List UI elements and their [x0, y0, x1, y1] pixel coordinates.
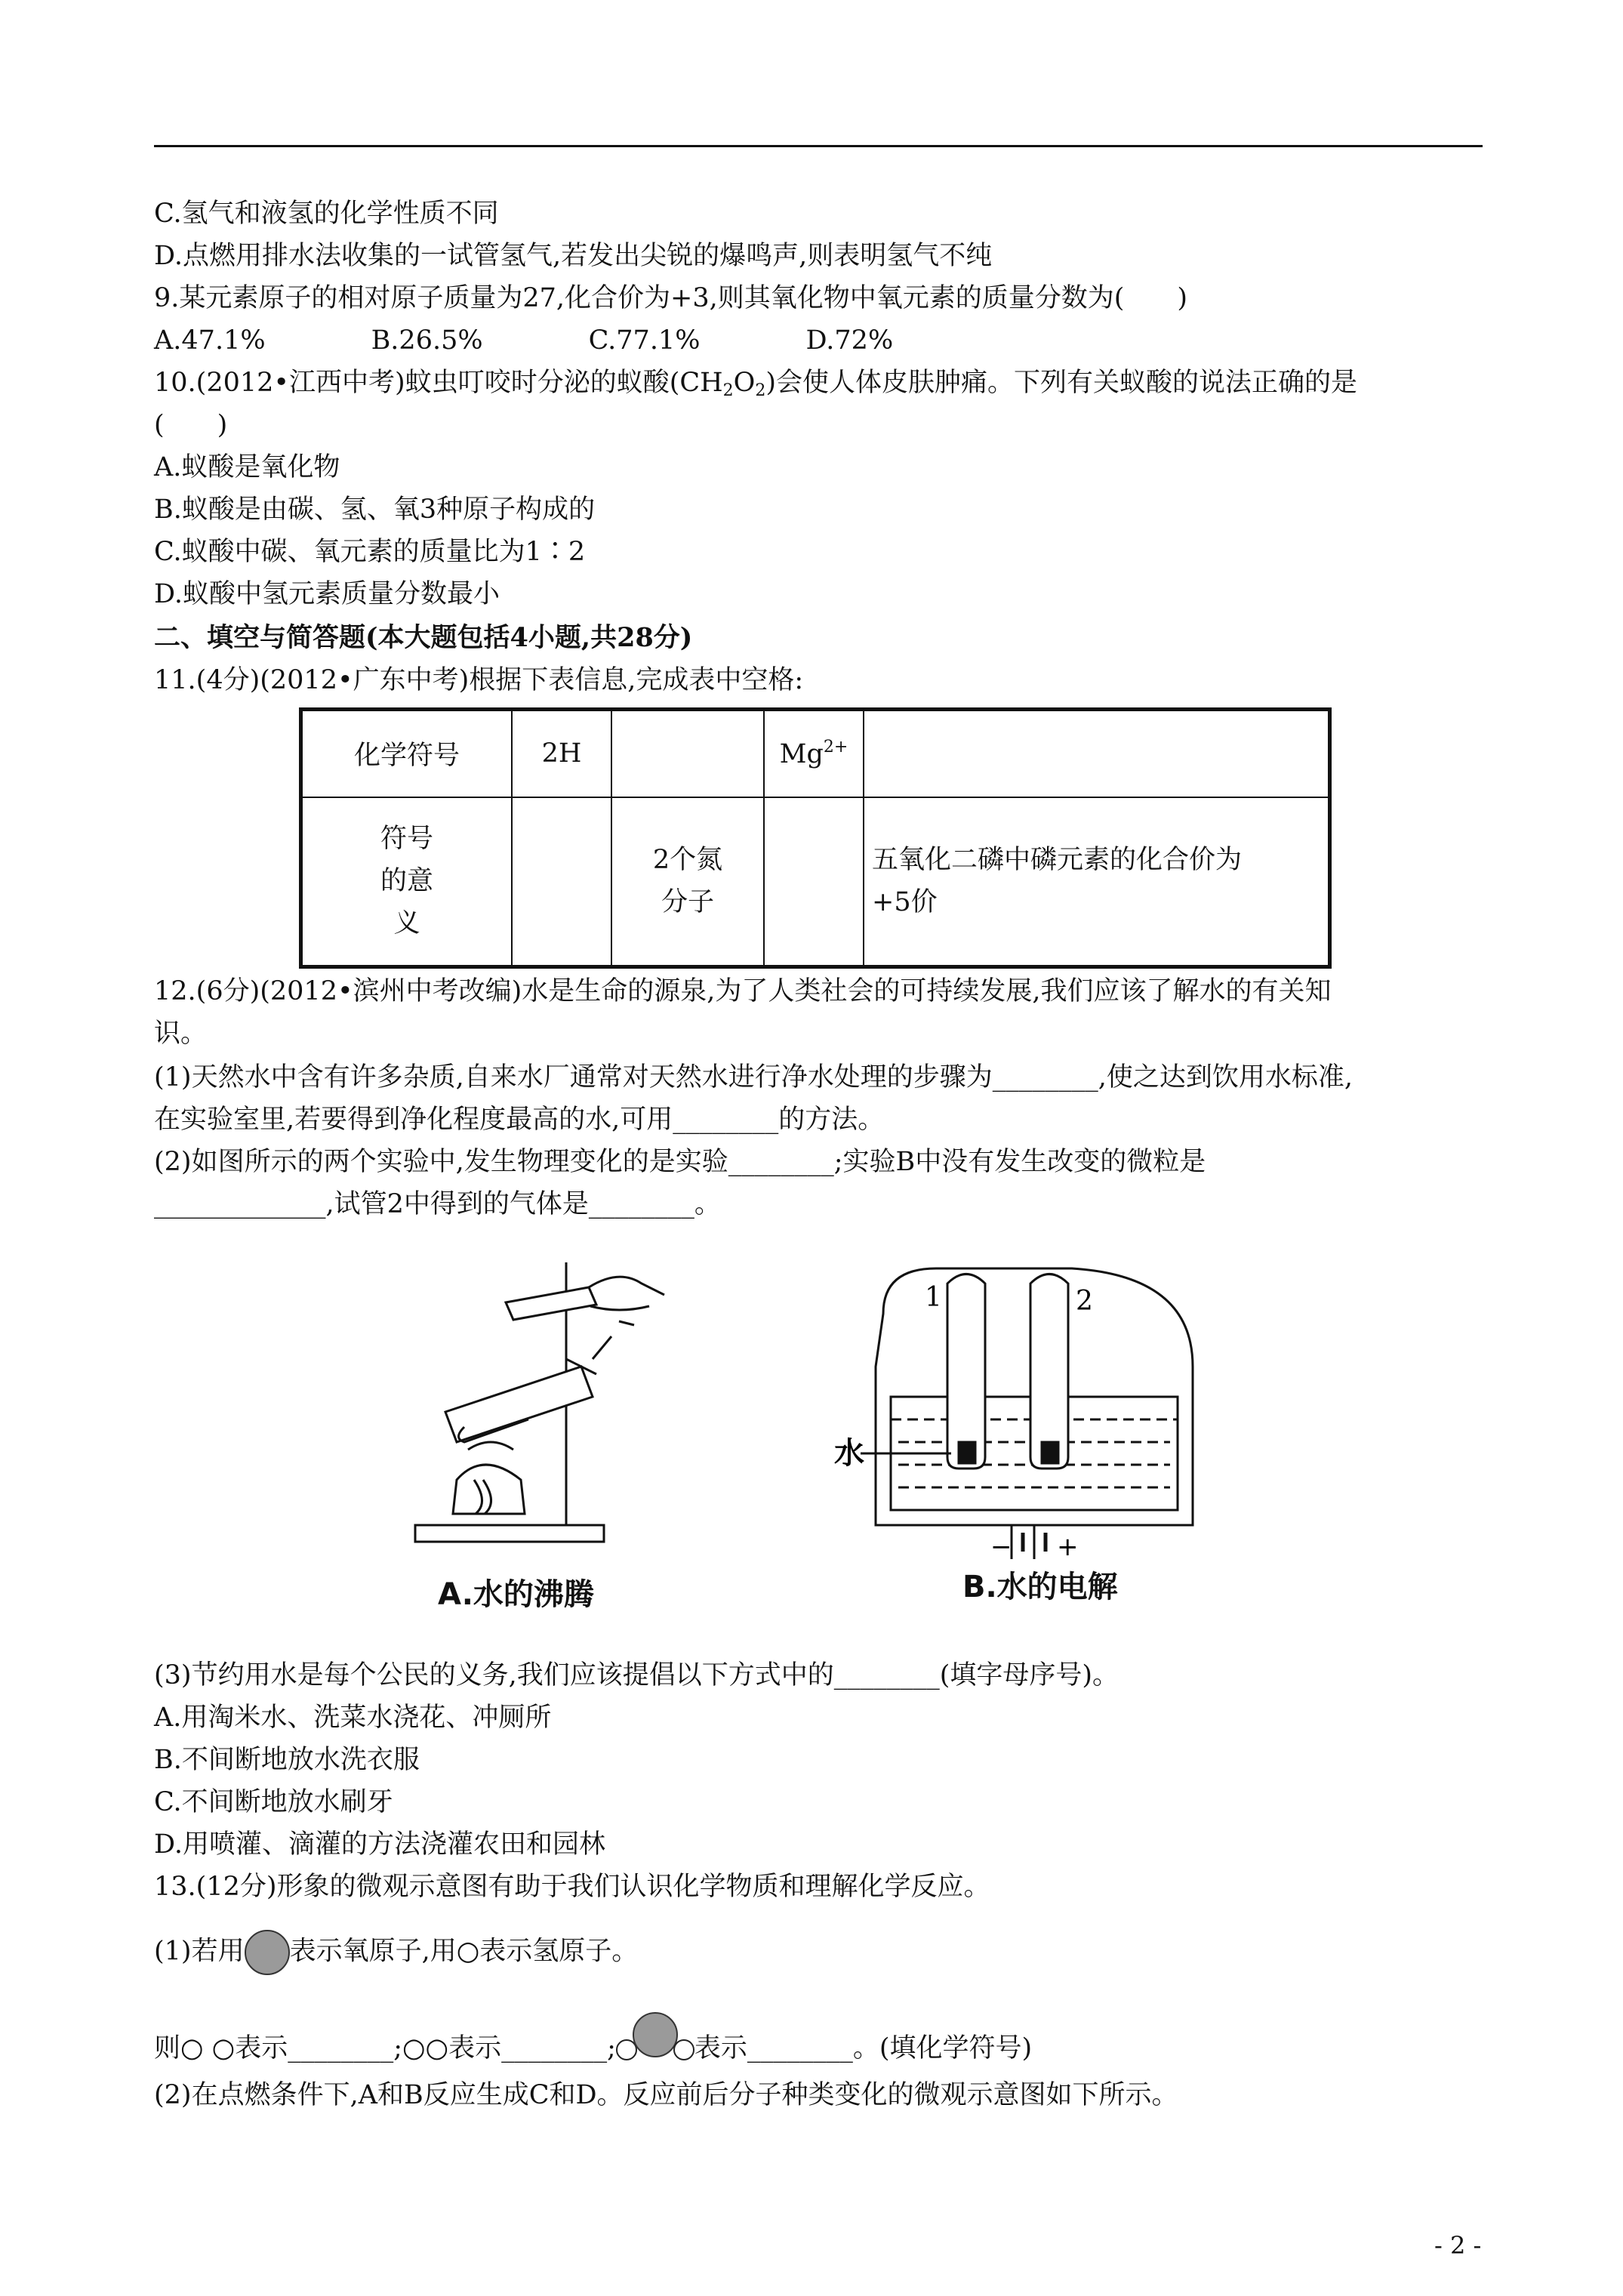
- label-water: 水: [834, 1436, 864, 1471]
- question-12-part-1: (1)天然水中含有许多杂质,自来水厂通常对天然水进行净水处理的步骤为________,使之达到饮用水标准,: [154, 1062, 1353, 1093]
- header-rule: [154, 145, 1483, 147]
- question-9-options: A.47.1% B.26.5% C.77.1% D.72%: [154, 325, 894, 356]
- question-12-part-3-option-c: C.不间断地放水刷牙: [154, 1787, 393, 1817]
- question-12-part-1-cont: 在实验室里,若要得到净化程度最高的水,可用________的方法。: [154, 1105, 885, 1135]
- option-d-hydrogen: D.点燃用排水法收集的一试管氢气,若发出尖锐的爆鸣声,则表明氢气不纯: [154, 241, 993, 271]
- table-cell-2h: 2H: [512, 710, 611, 797]
- question-10-option-c: C.蚁酸中碳、氧元素的质量比为1∶2: [154, 537, 586, 567]
- question-10-option-a: A.蚁酸是氧化物: [154, 452, 340, 482]
- table-cell-mg: $Mg^{2+}$: [764, 710, 864, 797]
- label-plus: +: [1057, 1532, 1079, 1562]
- table-header-symbol: 化学符号: [301, 710, 513, 797]
- section-2-heading: 二、填空与简答题(本大题包括4小题,共28分): [154, 622, 693, 653]
- question-10-option-b: B.蚁酸是由碳、氢、氧3种原子构成的: [154, 495, 596, 525]
- symbol-table: [299, 707, 1332, 969]
- table-cell-blank-3: [512, 797, 611, 967]
- table-cell-blank-4: [764, 797, 864, 967]
- hydrogen-atom-icon: [673, 2039, 694, 2060]
- question-12-part-3-option-a: A.用淘米水、洗菜水浇花、冲厕所: [154, 1703, 552, 1733]
- oxygen-atom-icon: [633, 2012, 678, 2057]
- table-cell-blank-2: [864, 710, 1330, 797]
- question-10-option-d: D.蚁酸中氢元素质量分数最小: [154, 579, 500, 609]
- question-12-part-3: (3)节约用水是每个公民的义务,我们应该提倡以下方式中的________(填字母序号)。: [154, 1660, 1119, 1690]
- question-12-part-3-option-b: B.不间断地放水洗衣服: [154, 1745, 420, 1775]
- question-12-part-3-option-d: D.用喷灌、滴灌的方法浇灌农田和园林: [154, 1829, 605, 1860]
- question-12-cont: 识。: [154, 1019, 208, 1049]
- label-tube-1: 1: [925, 1282, 942, 1313]
- question-12: 12.(6分)(2012•滨州中考改编)水是生命的源泉,为了人类社会的可持续发展,我们应该了解水的有关知: [154, 976, 1332, 1006]
- question-13: 13.(12分)形象的微观示意图有助于我们认识化学物质和理解化学反应。: [154, 1872, 990, 1902]
- electrolysis-apparatus: [861, 1268, 1193, 1559]
- oxygen-atom-icon: [245, 1930, 290, 1975]
- label-tube-2: 2: [1076, 1286, 1093, 1317]
- table-cell-p2o5: 五氧化二磷中磷元素的化合价为+5价: [864, 797, 1330, 967]
- question-10: 10.(2012•江西中考)蚊虫叮咬时分泌的蚁酸$(CH_2O_2)$会使人体皮肤肿痛。下列有关蚁酸的说法正确的是: [154, 368, 1358, 400]
- table-cell-blank-1: [611, 710, 764, 797]
- question-9: 9.某元素原子的相对原子质量为27,化合价为+3,则其氧化物中氧元素的质量分数为( ): [154, 283, 1188, 313]
- boiling-apparatus: [415, 1262, 664, 1542]
- question-12-part-2-cont: _____________,试管2中得到的气体是________。: [154, 1189, 721, 1219]
- caption-boiling: A.水的沸腾: [438, 1577, 594, 1612]
- question-12-part-2: (2)如图所示的两个实验中,发生物理变化的是实验________;实验B中没有发生改变的微粒是: [154, 1147, 1206, 1177]
- question-13-part-1: (1)若用 表示氧原子,用○表示氢原子。: [154, 1930, 638, 1975]
- option-c-hydrogen: C.氢气和液氢的化学性质不同: [154, 199, 499, 229]
- question-10-paren: ( ): [154, 410, 228, 440]
- page-number: - 2 -: [1434, 2231, 1482, 2260]
- question-13-part-2: (2)在点燃条件下,A和B反应生成C和D。反应前后分子种类变化的微观示意图如下所示。: [154, 2080, 1178, 2110]
- caption-electrolysis: B.水的电解: [962, 1570, 1118, 1604]
- table-cell-2n2: 2个氮分子: [611, 797, 764, 967]
- label-minus: −: [990, 1532, 1012, 1562]
- question-13-part-1-blanks: 则○ ○表示________;○○表示________; 表示________。(填化学符号): [154, 2031, 1032, 2066]
- question-11: 11.(4分)(2012•广东中考)根据下表信息,完成表中空格:: [154, 665, 804, 695]
- table-header-meaning: 符号的意义: [301, 797, 513, 967]
